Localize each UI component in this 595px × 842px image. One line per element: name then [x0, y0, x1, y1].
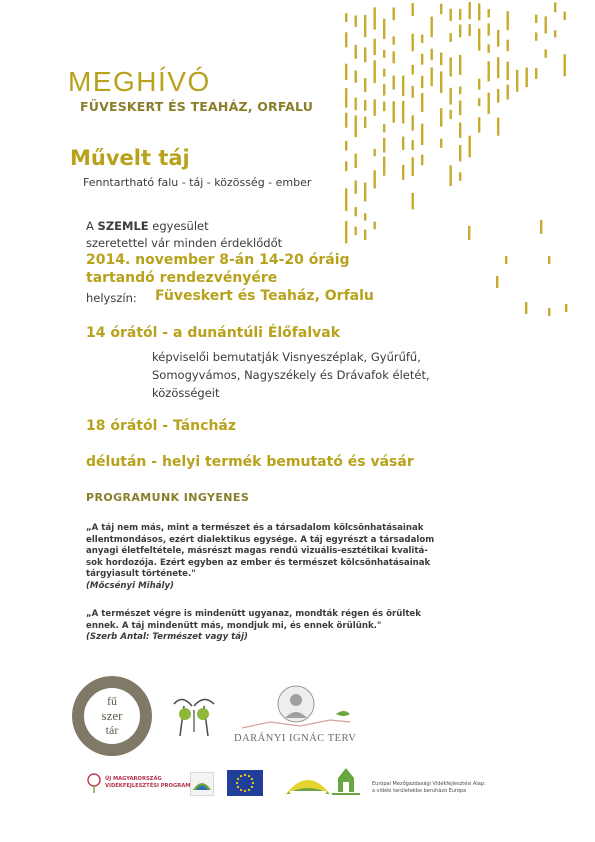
decorative-bar — [478, 117, 480, 133]
decorative-bar — [507, 62, 509, 81]
decorative-bar — [393, 51, 395, 63]
decorative-bar — [383, 19, 385, 39]
decorative-bar — [383, 102, 385, 112]
decorative-bar — [540, 220, 542, 234]
quote-szerb: „A természet végre is mindenütt ugyanaz, mondták régen és örültek ennek. A táj mindenütt más, mondjuk mi, és ennek örülünk." (Szerb Antal: Természet vagy táj) — [86, 609, 421, 642]
decorative-bar — [488, 44, 490, 53]
decorative-bar — [497, 57, 499, 78]
decorative-bar — [402, 101, 404, 124]
decorative-bar — [548, 256, 550, 264]
decorative-bar — [383, 124, 385, 132]
daranyi-ignac-text: DARÁNYI IGNÁC TERV — [234, 733, 357, 744]
decorative-bar — [393, 76, 395, 90]
people-figures-logo — [170, 692, 218, 738]
decorative-bar — [421, 93, 423, 112]
decorative-bar — [421, 76, 423, 88]
decorative-bar — [469, 136, 471, 158]
decorative-bar — [478, 79, 480, 90]
decorative-bar — [345, 88, 347, 108]
intro-line-2: szeretettel vár minden érdeklődőt — [86, 236, 283, 250]
church-logo — [332, 766, 360, 798]
decorative-bar — [364, 117, 366, 128]
decorative-bar — [345, 113, 347, 128]
decorative-bar — [383, 84, 385, 96]
decorative-bar — [554, 2, 556, 12]
decorative-bar — [364, 213, 366, 220]
decorative-bar — [431, 49, 433, 61]
decorative-bar — [459, 123, 461, 138]
decorative-bar — [412, 140, 414, 150]
decorative-bar — [478, 98, 480, 106]
decorative-bar — [421, 124, 423, 145]
invitation-title: MEGHÍVÓ — [68, 66, 211, 97]
decorative-bar — [545, 16, 547, 33]
decorative-bar — [355, 181, 357, 194]
decorative-bar — [440, 139, 442, 148]
decorative-bar — [459, 172, 461, 181]
decorative-bar — [355, 154, 357, 169]
leader-logo — [190, 772, 214, 796]
decorative-bar — [364, 15, 366, 37]
eu-flag — [227, 770, 263, 796]
decorative-bar — [440, 4, 442, 14]
decorative-bar — [526, 68, 528, 88]
decorative-bar — [374, 149, 376, 156]
uj-magyarorszag-logo — [84, 772, 104, 794]
decorative-bar — [450, 33, 452, 42]
program-item-1-title: 14 órától - a dunántúli Élőfalvak — [86, 325, 341, 341]
decorative-bar — [345, 13, 347, 22]
decorative-bar — [355, 71, 357, 83]
decorative-bar — [364, 230, 366, 240]
decorative-bar — [554, 30, 556, 37]
decorative-bar — [450, 58, 452, 77]
decorative-bar — [497, 118, 499, 136]
decorative-bar — [412, 157, 414, 176]
eu-fund-text: Európai Mezőgazdasági Vidékfejlesztési Alap: a vidéki területekbe beruházó Európa — [372, 781, 486, 794]
decorative-bar — [488, 61, 490, 81]
program-item-1-description: képviselői bemutatják Visnyeszéplak, Gyűrűfű, Somogyvámos, Nagyszékely és Drávafok életét, közösségeit — [152, 350, 430, 400]
decorative-bar — [364, 47, 366, 62]
decorative-bar — [412, 34, 414, 52]
decorative-bar — [364, 100, 366, 111]
decorative-bar — [374, 7, 376, 29]
decorative-bar — [525, 302, 527, 314]
decorative-bar — [412, 86, 414, 98]
decorative-bar — [488, 93, 490, 114]
decorative-bar — [450, 110, 452, 119]
decorative-bar — [412, 193, 414, 210]
quote-citation: (Mőcsényi Mihály) — [86, 580, 174, 591]
program-item-2-title: 18 órától - Táncház — [86, 418, 237, 434]
decorative-bar — [496, 276, 498, 288]
decorative-bar — [450, 9, 452, 21]
decorative-bar — [364, 78, 366, 92]
decorative-bar — [421, 35, 423, 43]
decorative-bar — [459, 145, 461, 161]
decorative-bar — [383, 138, 385, 153]
decorative-bar — [345, 64, 347, 80]
decorative-bar — [374, 60, 376, 83]
intro-line-1: A SZEMLE egyesület — [86, 219, 209, 233]
decorative-bar — [507, 11, 509, 30]
uj-magyarorszag-text: ÚJ MAGYARORSZÁG VIDÉKFEJLESZTÉSI PROGRAM — [105, 776, 191, 789]
decorative-bar — [468, 226, 470, 240]
decorative-bar — [412, 115, 414, 130]
portrait-seal-logo — [240, 682, 360, 734]
decorative-bar — [345, 188, 347, 211]
decorative-bar — [459, 101, 461, 116]
decorative-bar — [497, 89, 499, 103]
decorative-bar — [393, 36, 395, 44]
program-item-3-title: délután - helyi termék bemutató és vásár — [86, 454, 414, 470]
decorative-bar — [412, 3, 414, 16]
decorative-bar — [393, 7, 395, 20]
place-label: helyszín: — [86, 291, 137, 305]
decorative-bar — [535, 15, 537, 24]
organization-name: SZEMLE — [97, 219, 149, 233]
decorative-bar — [345, 32, 347, 47]
decorative-bar — [507, 85, 509, 100]
decorative-bar — [564, 54, 566, 76]
decorative-bar — [402, 165, 404, 180]
quote-citation: (Szerb Antal: Természet vagy táj) — [86, 632, 248, 642]
decorative-bar — [355, 227, 357, 235]
decorative-bar — [374, 170, 376, 188]
decorative-bar — [459, 9, 461, 20]
decorative-bar — [450, 88, 452, 105]
decorative-bar — [564, 12, 566, 21]
decorative-bar — [535, 32, 537, 40]
decorative-bar — [535, 68, 537, 79]
decorative-bar — [488, 23, 490, 35]
decorative-bar — [497, 30, 499, 47]
decorative-bar — [440, 71, 442, 93]
decorative-bar — [459, 87, 461, 95]
decorative-bar — [355, 45, 357, 59]
decorative-bar — [459, 55, 461, 75]
decorative-bar — [440, 53, 442, 66]
decorative-bar — [478, 29, 480, 51]
decorative-bar — [383, 157, 385, 176]
orseg-logo — [284, 772, 332, 798]
decorative-bar — [516, 70, 518, 92]
decorative-bar — [440, 108, 442, 126]
decorative-bar — [412, 65, 414, 75]
decorative-bar — [431, 17, 433, 38]
decorative-bar — [450, 165, 452, 186]
place-value: Füveskert és Teaház, Orfalu — [155, 288, 374, 304]
decorative-bar — [488, 9, 490, 17]
decorative-bar — [421, 54, 423, 65]
event-date-continued: tartandó rendezvényére — [86, 270, 278, 286]
decorative-bar — [469, 24, 471, 36]
decorative-bar — [345, 221, 347, 243]
decorative-bar — [469, 2, 471, 19]
fuszertar-logo: fű szer tár — [72, 676, 152, 756]
decorative-bar — [355, 15, 357, 27]
decorative-bar — [505, 256, 507, 264]
decorative-bar — [374, 99, 376, 115]
decorative-bar — [545, 49, 547, 58]
decorative-bar — [374, 39, 376, 55]
decorative-bar — [345, 161, 347, 171]
decorative-bar — [565, 304, 567, 312]
decorative-bar — [478, 3, 480, 20]
decorative-bar — [507, 40, 509, 52]
decorative-bar — [355, 98, 357, 111]
decorative-bar — [402, 76, 404, 96]
decorative-bar — [383, 69, 385, 77]
decorative-bar — [431, 67, 433, 86]
decorative-bar — [421, 155, 423, 166]
decorative-bar — [459, 25, 461, 38]
decorative-bar — [383, 50, 385, 58]
venue-subtitle: FÜVESKERT ÉS TEAHÁZ, ORFALU — [80, 99, 314, 114]
decorative-bar — [364, 183, 366, 202]
decorative-bar — [355, 207, 357, 216]
decorative-bar — [355, 115, 357, 137]
event-tagline: Fenntartható falu - táj - közösség - ember — [83, 176, 312, 189]
quote-mocsenyi: „A táj nem más, mint a természet és a társadalom kölcsönhatásainak ellentmondásos, ezért dialektikus egysége. A táj egyrészt a társadalom anyagi életfeltétele, másrészt magas rendű vizuális-esztétikai kvalitá- sok hordozója. Ezért egyben az ember és természet kölcsönhatásainak tárgyiasult története." (Mőcsényi Mihály) — [86, 523, 435, 591]
decorative-bar — [402, 137, 404, 150]
free-program-note: PROGRAMUNK INGYENES — [86, 491, 250, 504]
decorative-bar — [345, 141, 347, 151]
event-date: 2014. november 8-án 14-20 óráig — [86, 252, 350, 268]
decorative-bar — [393, 101, 395, 123]
decorative-bar — [374, 222, 376, 230]
event-title: Művelt táj — [70, 146, 190, 170]
decorative-bar — [548, 308, 550, 316]
